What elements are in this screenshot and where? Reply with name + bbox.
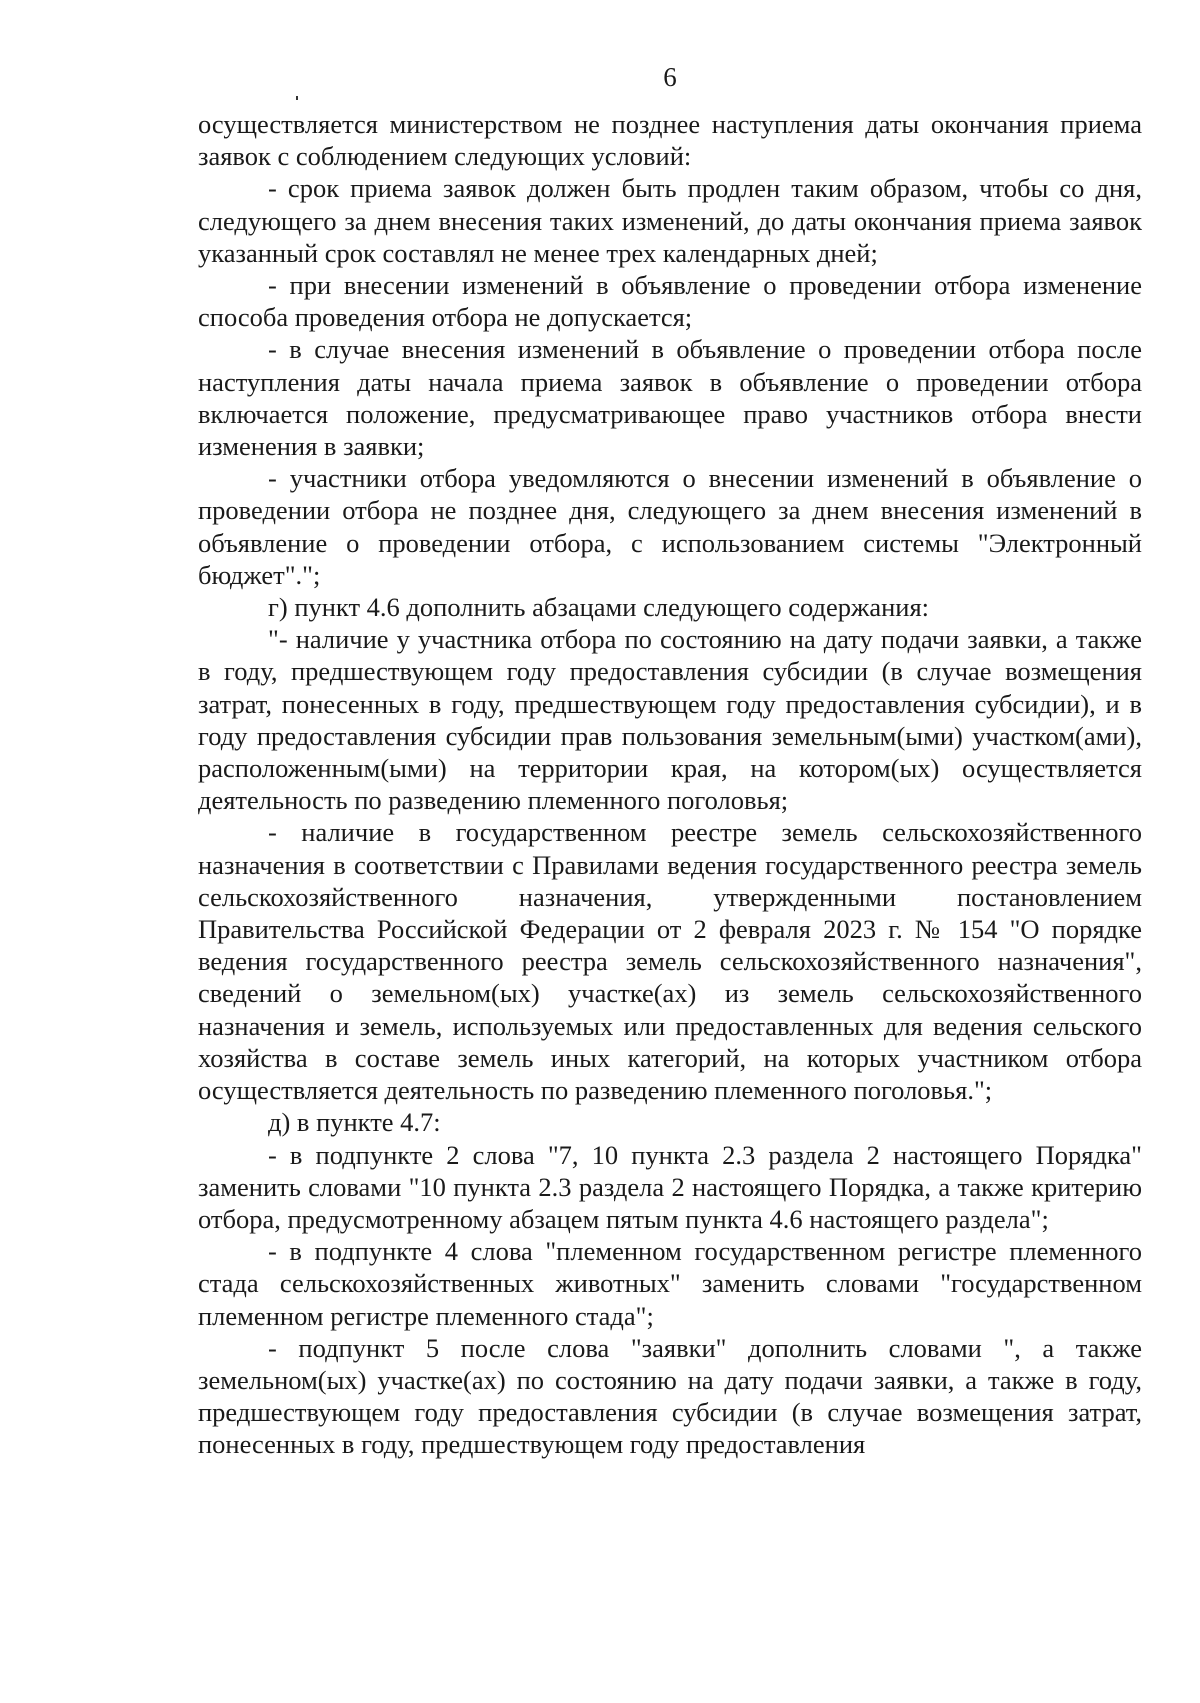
paragraph: осуществляется министерством не позднее наступления даты окончания приема заявок с соблюдением следующих условий:: [198, 109, 1142, 172]
document-body: [198, 108, 1142, 1461]
paragraph: - наличие в государственном реестре земель сельскохозяйственного назначения в соответствии с Правилами ведения государственного реестра земель сельскохозяйственного назначения, утвержденными постановлением Правительства Российской Федерации от 2 февраля 2023 г. № 154 "О порядке ведения государственного реестра земель сельскохозяйственного назначения", сведений о земельном(ых) участке(ах) из земель сельскохозяйственного назначения и земель, используемых или предоставленных для ведения сельского хозяйства в составе земель иных категорий, на которых участником отбора осуществляется деятельность по разведению племенного поголовья.";: [198, 817, 1142, 1106]
paragraph: - при внесении изменений в объявление о проведении отбора изменение способа проведения отбора не допускается;: [198, 270, 1142, 333]
paragraph: - срок приема заявок должен быть продлен таким образом, чтобы со дня, следующего за днем внесения таких изменений, до даты окончания приема заявок указанный срок составлял не менее трех календарных дней;: [198, 173, 1142, 268]
paragraph: - подпункт 5 после слова "заявки" дополнить словами ", а также земельном(ых) участке(ах) по состоянию на дату подачи заявки, а также в году, предшествующем году предоставления субсидии (в случае возмещения затрат, понесенных в году, предшествующем году предоставления: [198, 1332, 1142, 1460]
paragraph: - участники отбора уведомляются о внесении изменений в объявление о проведении отбора не позднее дня, следующего за днем внесения изменений в объявление о проведении отбора, с использованием системы "Электронный бюджет".";: [198, 463, 1142, 590]
scan-mark: [296, 96, 298, 100]
page-number: 6: [663, 62, 677, 92]
paragraph: "- наличие у участника отбора по состоянию на дату подачи заявки, а также в году, предшествующем году предоставления субсидии (в случае возмещения затрат, понесенных в году, предшествующем году предоставления субсидии), и в году предоставления субсидии прав пользования земельным(ыми) участком(ами), расположенным(ыми) на территории края, на котором(ых) осуществляется деятельность по разведению племенного поголовья;: [198, 624, 1142, 816]
paragraph: г) пункт 4.6 дополнить абзацами следующего содержания:: [268, 592, 930, 623]
paragraph: - в подпункте 2 слова "7, 10 пункта 2.3 раздела 2 настоящего Порядка" заменить словами "10 пункта 2.3 раздела 2 настоящего Порядка, а также критерию отбора, предусмотренному абзацем пятым пункта 4.6 настоящего раздела";: [198, 1139, 1142, 1234]
paragraph: - в случае внесения изменений в объявление о проведении отбора после наступления даты начала приема заявок в объявление о проведении отбора включается положение, предусматривающее право участников отбора внести изменения в заявки;: [198, 334, 1142, 462]
paragraph: - в подпункте 4 слова "племенном государственном регистре племенного стада сельскохозяйственных животных" заменить словами "государственном племенном регистре племенного стада";: [198, 1236, 1142, 1331]
paragraph: д) в пункте 4.7:: [268, 1107, 441, 1138]
